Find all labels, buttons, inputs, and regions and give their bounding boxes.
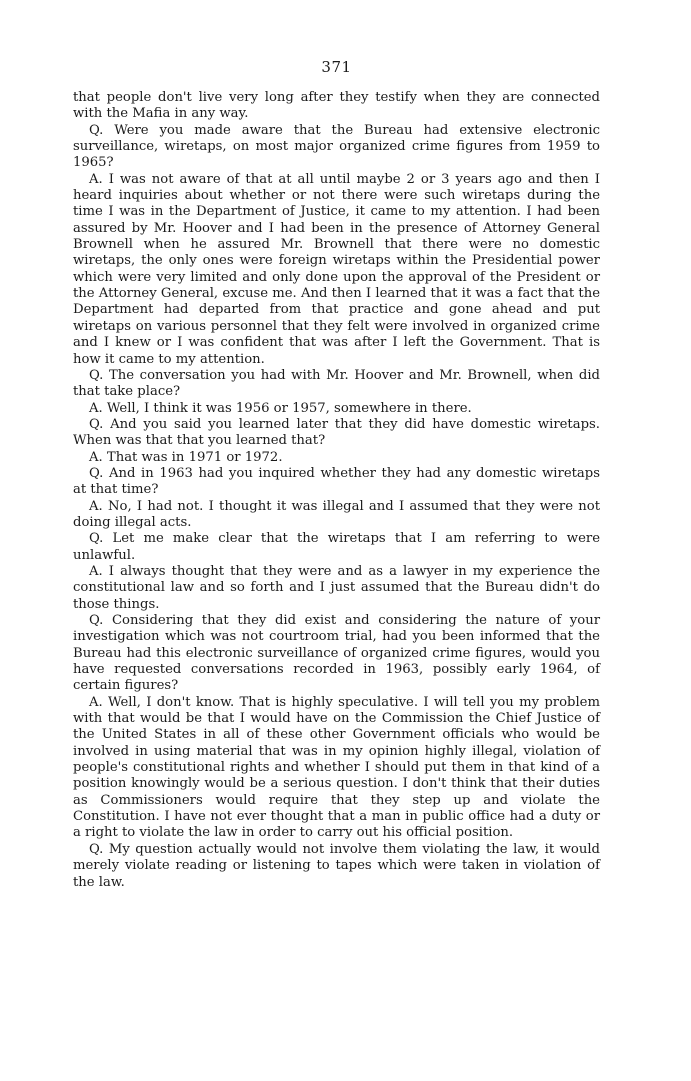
- answer-paragraph: A. Well, I don't know. That is highly speculative. I will tell you my problem with that would be that I would have on the Commission the Chief Justice of the United States in all of these other Government officials who would be involved in using material that was in my opinion highly illegal, violation of people's constitutional rights and whether I should put them in that kind of a position knowingly would be a serious question. I don't think that their duties as Commissioners would require that they step up and violate the Constitution. I have not ever thought that a man in public office had a duty or a right to violate the law in order to carry out his official position.: [73, 694, 600, 841]
- testimony-body: [73, 90, 600, 891]
- answer-paragraph: A. I was not aware of that at all until maybe 2 or 3 years ago and then I heard inquiries about whether or not there were such wiretaps during the time I was in the Department of Justice, it came to my attention. I had been assured by Mr. Hoover and I had been in the presence of Attorney General Brownell when he assured Mr. Brownell that there were no domestic wiretaps, the only ones were foreign wiretaps within the Presidential power which were very limited and only done upon the approval of the President or the Attorney General, excuse me. And then I learned that it was a fact that the Department had departed from that practice and gone ahead and put wiretaps on various personnel that they felt were involved in organized crime and I knew or I was confident that was after I left the Government. That is how it came to my attention.: [73, 171, 600, 367]
- document-page: [73, 58, 600, 891]
- answer-paragraph: A. Well, I think it was 1956 or 1957, somewhere in there.: [89, 400, 472, 416]
- question-paragraph: Q. Let me make clear that the wiretaps that I am referring to were unlawful.: [73, 531, 600, 563]
- question-paragraph: Q. Were you made aware that the Bureau had extensive electronic surveillance, wiretaps, on most major organized crime figures from 1959 to 1965?: [73, 122, 600, 171]
- answer-paragraph: A. I always thought that they were and as a lawyer in my experience the constitutional law and so forth and I just assumed that the Bureau didn't do those things.: [73, 563, 600, 612]
- paragraph-continuation: that people don't live very long after they testify when they are connected with the Mafia in any way.: [73, 90, 600, 122]
- question-paragraph: Q. And you said you learned later that they did have domestic wiretaps. When was that that you learned that?: [73, 416, 600, 449]
- question-paragraph: Q. And in 1963 had you inquired whether they had any domestic wiretaps at that time?: [73, 465, 600, 498]
- answer-paragraph: A. No, I had not. I thought it was illegal and I assumed that they were not doing illegal acts.: [73, 498, 600, 530]
- page-number: 371: [321, 58, 352, 76]
- answer-paragraph: A. That was in 1971 or 1972.: [89, 449, 283, 465]
- question-paragraph: Q. My question actually would not involve them violating the law, it would merely violate reading or listening to tapes which were taken in violation of the law.: [73, 841, 600, 890]
- question-paragraph: Q. The conversation you had with Mr. Hoover and Mr. Brownell, when did that take place?: [73, 367, 600, 400]
- question-paragraph: Q. Considering that they did exist and considering the nature of your investigation which was not courtroom trial, had you been informed that the Bureau had this electronic surveillance of organized crime figures, would you have requested conversations recorded in 1963, possibly early 1964, of certain figures?: [73, 613, 600, 694]
